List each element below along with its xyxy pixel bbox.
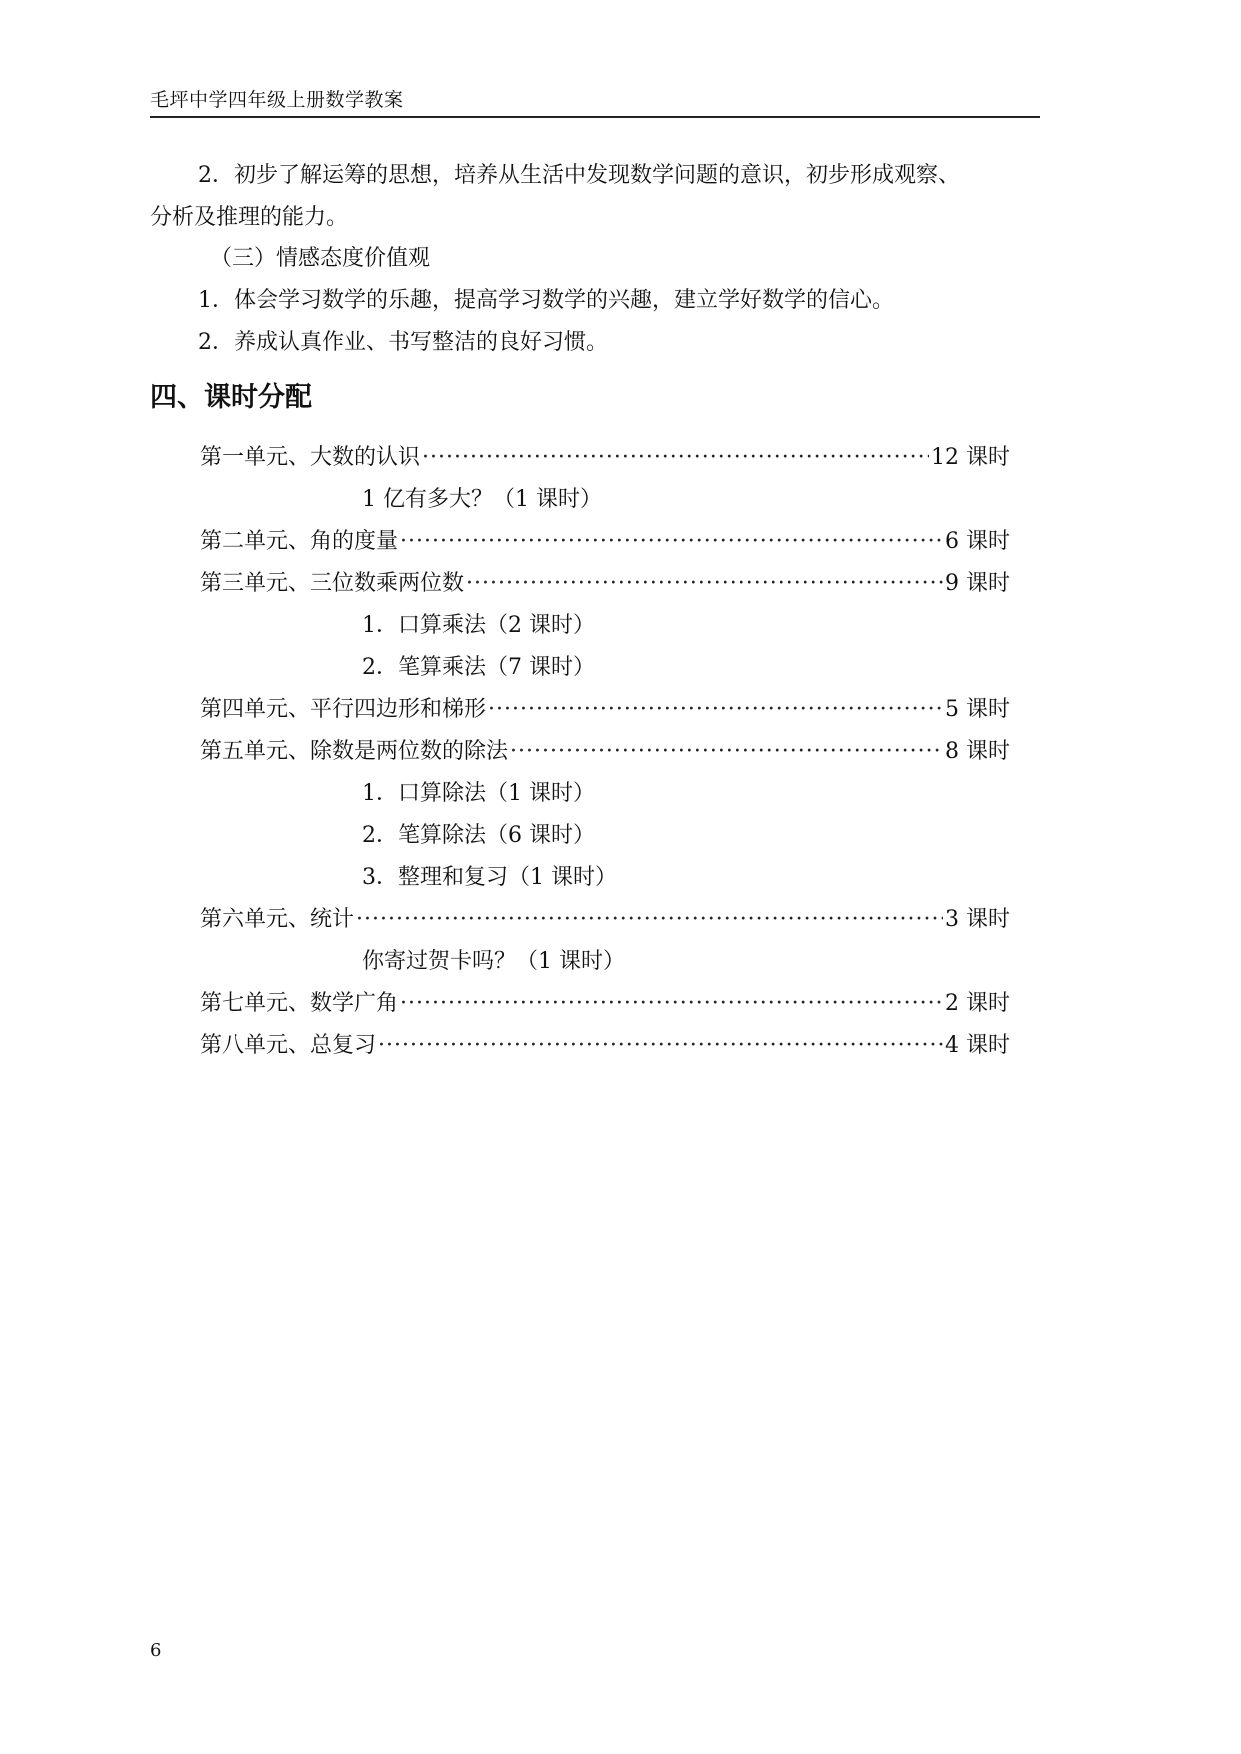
schedule-unit-row: [200, 689, 1010, 731]
schedule-unit-row: [200, 563, 1010, 605]
subheading-attitude-values: （三）情感态度价值观: [210, 246, 431, 271]
schedule-unit-row: [200, 521, 1010, 563]
schedule-unit-row: [200, 899, 1010, 941]
unit-label: 第二单元、角的度量: [200, 529, 399, 554]
attitude-item-1: 1．体会学习数学的乐趣，提高学习数学的兴趣，建立学好数学的信心。: [198, 288, 894, 313]
unit-hours: 9 课时: [945, 571, 1010, 596]
schedule-sub-item: 3．整理和复习（1 课时）: [362, 865, 617, 890]
unit-hours: 4 课时: [945, 1033, 1010, 1058]
header-title: 毛坪中学四年级上册数学教案: [150, 89, 404, 111]
unit-hours: 5 课时: [945, 697, 1010, 722]
dot-leader: [466, 563, 943, 605]
schedule-sub-item: 你寄过贺卡吗？（1 课时）: [362, 949, 625, 974]
schedule-unit-row: [200, 983, 1010, 1025]
dot-leader: [400, 983, 943, 1025]
unit-hours: 2 课时: [945, 991, 1010, 1016]
schedule-sub-item: 2．笔算乘法（7 课时）: [362, 655, 595, 680]
schedule-list: [200, 437, 1010, 1067]
unit-hours: 6 课时: [945, 529, 1010, 554]
unit-label: 第三单元、三位数乘两位数: [200, 571, 465, 596]
schedule-sub-item: 1．口算除法（1 课时）: [362, 781, 595, 806]
unit-label: 第七单元、数学广角: [200, 991, 399, 1016]
goal-2-line-1: 2．初步了解运筹的思想，培养从生活中发现数学问题的意识，初步形成观察、: [198, 163, 960, 188]
schedule-sub-item: 1 亿有多大？（1 课时）: [362, 487, 602, 512]
dot-leader: [488, 689, 943, 731]
unit-label: 第五单元、除数是两位数的除法: [200, 739, 509, 764]
schedule-unit-row: [200, 731, 1010, 773]
unit-label: 第四单元、平行四边形和梯形: [200, 697, 487, 722]
dot-leader: [378, 1025, 943, 1067]
unit-hours: 12 课时: [931, 445, 1010, 470]
page-number: 6: [150, 1640, 162, 1661]
schedule-sub-item: 2．笔算除法（6 课时）: [362, 823, 595, 848]
unit-label: 第六单元、统计: [200, 907, 355, 932]
schedule-sub-item: 1．口算乘法（2 课时）: [362, 613, 595, 638]
goal-2-line-2: 分析及推理的能力。: [150, 205, 349, 230]
schedule-unit-row: [200, 1025, 1010, 1067]
unit-label: 第八单元、总复习: [200, 1033, 377, 1058]
dot-leader: [422, 437, 929, 479]
dot-leader: [510, 731, 943, 773]
page-header: [150, 86, 1040, 118]
section-heading-schedule: 四、课时分配: [150, 382, 312, 413]
dot-leader: [400, 521, 943, 563]
attitude-item-2: 2．养成认真作业、书写整洁的良好习惯。: [198, 330, 608, 355]
unit-hours: 8 课时: [945, 739, 1010, 764]
dot-leader: [356, 899, 943, 941]
unit-hours: 3 课时: [945, 907, 1010, 932]
unit-label: 第一单元、大数的认识: [200, 445, 421, 470]
schedule-unit-row: [200, 437, 1010, 479]
